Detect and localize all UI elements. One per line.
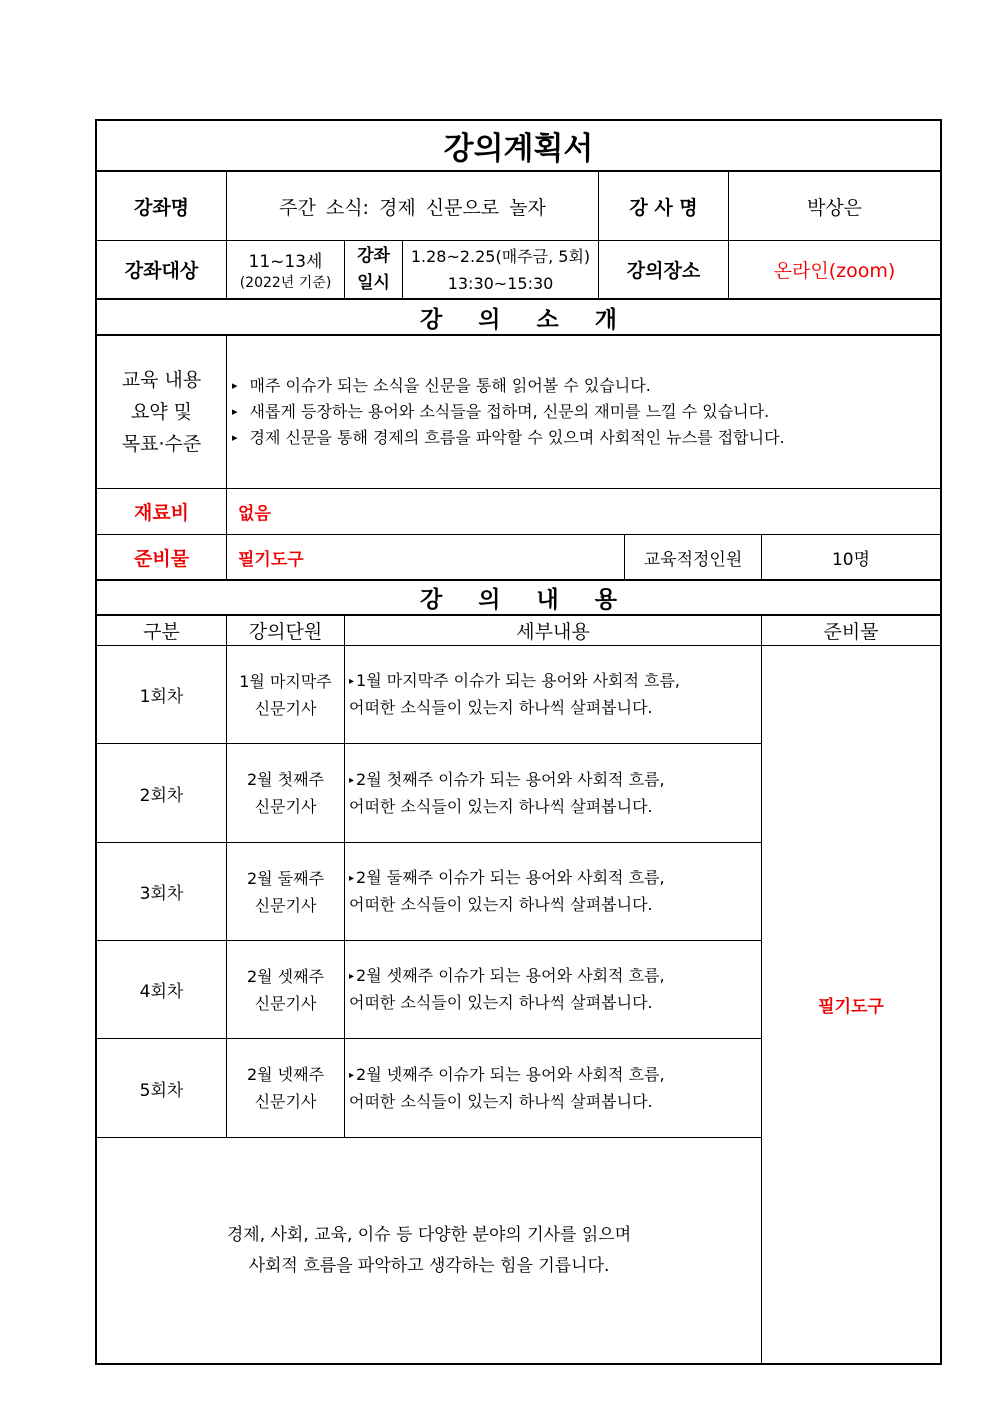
schedule-dates: 1.28~2.25(매주금, 5회): [410, 246, 591, 266]
detail-text: [349, 668, 680, 721]
detail-line: 어떠한 소식들이 있는지 하나씩 살펴봅니다.: [349, 1091, 653, 1111]
detail-line: 어떠한 소식들이 있는지 하나씩 살펴봅니다.: [349, 993, 653, 1012]
detail-text: [349, 1062, 665, 1115]
header-session: 구분: [143, 621, 180, 643]
unit-cell: [227, 744, 344, 842]
schedule-time: 13:30~15:30: [447, 273, 554, 293]
session-cell: 2회차: [139, 785, 184, 806]
summary-cell: [97, 1138, 761, 1363]
detail-line: 어떠한 소식들이 있는지 하나씩 살펴봅니다.: [349, 698, 653, 717]
detail-line: 2월 셋째주 이슈가 되는 용어와 사회적 흐름,: [356, 966, 665, 985]
unit-line: 신문기사: [254, 895, 317, 915]
unit-line: 2월 둘째주: [246, 868, 325, 888]
triangle-bullet-icon: ▸: [349, 971, 355, 982]
intro-bullets: [232, 336, 938, 488]
schedule-label-line: 강좌: [357, 245, 390, 266]
intro-label-line: 교육 내용: [121, 369, 202, 391]
detail-text: [349, 963, 665, 1016]
unit-line: 신문기사: [254, 993, 317, 1013]
detail-cell: [349, 941, 759, 1038]
session-cell: 1회차: [139, 687, 184, 707]
course-name: 주간 소식: 경제 신문으로 놀자: [279, 196, 546, 219]
course-name-label: 강좌명: [133, 196, 190, 219]
unit-line: 2월 셋째주: [246, 966, 325, 986]
intro-bullet: ▸ 경제 신문을 통해 경제의 흐름을 파악할 수 있으며 사회적인 뉴스를 접합니다.: [232, 425, 785, 451]
schedule-label: [345, 241, 402, 298]
detail-line: 2월 둘째주 이슈가 되는 용어와 사회적 흐름,: [356, 868, 665, 887]
unit-line: 신문기사: [254, 1092, 317, 1111]
triangle-bullet-icon: ▸: [349, 676, 355, 687]
target-cell: [227, 241, 344, 298]
supplies-label: 준비물: [133, 547, 190, 570]
triangle-bullet-icon: ▸: [349, 1069, 355, 1081]
detail-text: [349, 767, 665, 820]
session-cell: 3회차: [139, 884, 184, 904]
fee-value: 없음: [238, 504, 271, 524]
intro-bullet: ▸ 매주 이슈가 되는 소식을 신문을 통해 읽어볼 수 있습니다.: [232, 373, 785, 399]
unit-cell: [227, 843, 344, 940]
summary-line: 사회적 흐름을 파악하고 생각하는 힘을 기릅니다.: [248, 1255, 610, 1276]
venue-label: 강의장소: [626, 260, 701, 282]
detail-line: 2월 넷째주 이슈가 되는 용어와 사회적 흐름,: [356, 1064, 665, 1084]
detail-cell: [349, 843, 759, 940]
venue: 온라인(zoom): [773, 260, 896, 282]
target-age: 11~13세: [248, 252, 323, 272]
detail-line: 어떠한 소식들이 있는지 하나씩 살펴봅니다.: [349, 895, 653, 914]
header-detail: 세부내용: [516, 621, 590, 643]
section-title-intro: 강 의 소 개: [420, 306, 617, 333]
supplies-value: 필기도구: [238, 549, 304, 570]
unit-line: 1월 마지막주: [239, 671, 332, 691]
unit-cell: [227, 941, 344, 1038]
detail-cell: [349, 1039, 759, 1137]
target-label: 강좌대상: [124, 260, 199, 282]
rule: [344, 614, 345, 1138]
unit-line: 2월 첫째주: [246, 770, 325, 789]
fee-label: 재료비: [133, 502, 190, 524]
detail-text: [349, 865, 665, 918]
capacity-label: 교육적정인원: [643, 549, 743, 570]
detail-line: 2월 첫째주 이슈가 되는 용어와 사회적 흐름,: [356, 769, 665, 789]
instructor-label: 강 사 명: [629, 196, 698, 219]
capacity-value: 10명: [831, 549, 871, 570]
header-supplies: 준비물: [823, 621, 879, 643]
intro-label-line: 목표·수준: [121, 433, 202, 455]
unit-cell: [227, 1039, 344, 1137]
unit-cell: [227, 646, 344, 743]
page-title: 강의계획서: [443, 131, 594, 167]
intro-label: [97, 336, 226, 488]
schedule-label-line: 일시: [357, 272, 390, 293]
target-basis: (2022년 기준): [239, 275, 332, 291]
session-cell: 5회차: [139, 1080, 184, 1101]
detail-cell: [349, 646, 759, 743]
instructor-name: 박상은: [806, 196, 863, 219]
unit-line: 신문기사: [254, 797, 317, 816]
schedule-cell: [403, 241, 598, 298]
intro-bullet: ▸ 새롭게 등장하는 용어와 소식들을 접하며, 신문의 재미를 느낄 수 있습니다.: [232, 399, 785, 425]
unit-line: 2월 넷째주: [246, 1065, 325, 1084]
detail-line: 1월 마지막주 이슈가 되는 용어와 사회적 흐름,: [356, 671, 681, 690]
detail-line: 어떠한 소식들이 있는지 하나씩 살펴봅니다.: [349, 796, 653, 816]
detail-cell: [349, 744, 759, 842]
triangle-bullet-icon: ▸: [349, 774, 355, 786]
header-unit: 강의단원: [248, 621, 323, 643]
intro-list: [232, 373, 785, 451]
triangle-bullet-icon: ▸: [349, 873, 355, 884]
session-cell: 4회차: [139, 982, 184, 1002]
unit-line: 신문기사: [254, 698, 317, 718]
rule: [226, 334, 227, 580]
content-supplies-value: 필기도구: [818, 997, 884, 1017]
section-title-content: 강 의 내 용: [420, 587, 617, 613]
intro-label-line: 요약 및: [130, 401, 193, 423]
summary-line: 경제, 사회, 교육, 이슈 등 다양한 분야의 기사를 읽으며: [226, 1224, 632, 1245]
